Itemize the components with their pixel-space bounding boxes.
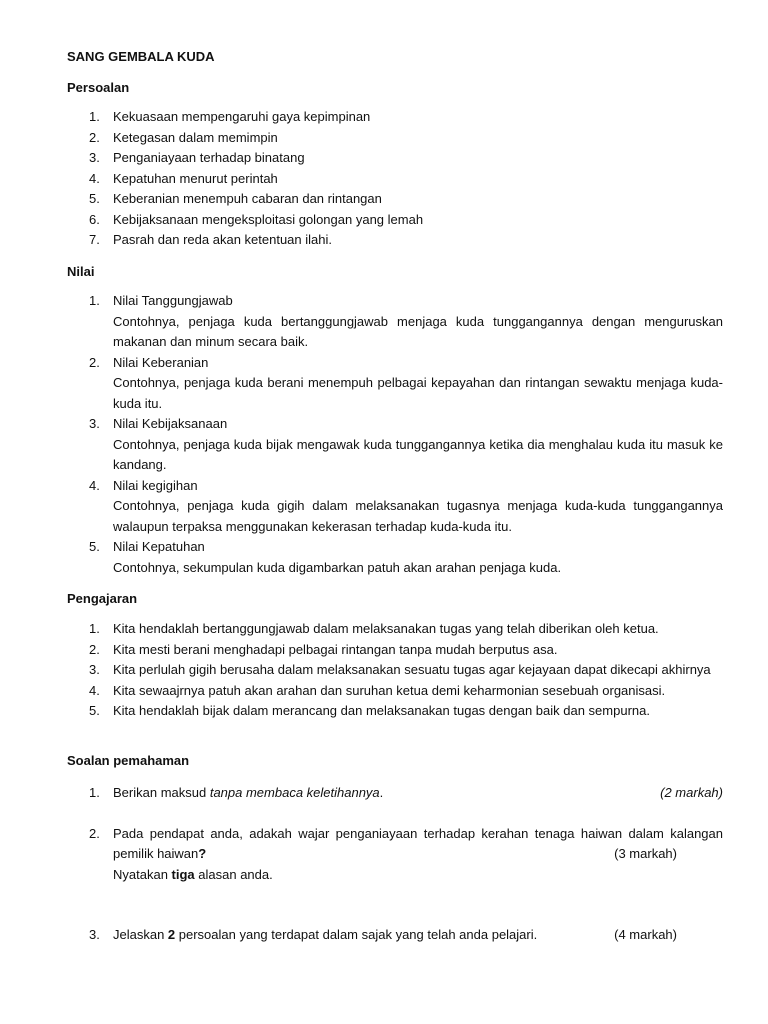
soalan-list	[67, 783, 723, 946]
question-suffix: .	[379, 785, 384, 800]
item-number: 2.	[89, 354, 100, 370]
item-number: 2.	[89, 641, 100, 657]
item-number: 3.	[89, 416, 100, 431]
item-text: Kepatuhan menurut perintah	[113, 170, 278, 186]
question-body: Pada pendapat anda, adakah wajar penganiayaan terhadap kerahan tenaga haiwan dalam kalangan pemilik haiwan	[113, 825, 723, 861]
item-number: 6.	[89, 211, 100, 227]
item-text: Kita sewaajrnya patuh akan arahan dan suruhan ketua demi keharmonian sesebuah organisasi.	[113, 682, 666, 698]
nilai-title: Nilai Keberanian	[113, 354, 209, 370]
nilai-example: Contohnya, penjaga kuda berani menempuh pelbagai kepayahan dan rintangan sewaktu menjaga kuda-kuda itu.	[113, 375, 723, 411]
instruction-suffix: alasan anda.	[194, 866, 273, 882]
item-number: 1.	[89, 621, 100, 636]
pengajaran-list	[67, 619, 723, 722]
marks-label: (4 markah)	[614, 927, 677, 942]
nilai-title: Nilai Kebijaksanaan	[113, 416, 228, 431]
list-item	[67, 148, 723, 169]
heading-pengajaran: Pengajaran	[67, 591, 138, 606]
item-number: 5.	[89, 191, 100, 206]
list-item	[67, 537, 723, 578]
heading-persoalan: Persoalan	[67, 80, 130, 95]
list-item	[67, 681, 723, 702]
item-text: Pasrah dan reda akan ketentuan ilahi.	[113, 232, 332, 247]
item-number: 5.	[89, 539, 100, 554]
nilai-example: Contohnya, sekumpulan kuda digambarkan patuh akan arahan penjaga kuda.	[113, 559, 562, 575]
list-item	[67, 353, 723, 415]
question-suffix: persoalan yang terdapat dalam sajak yang telah anda pelajari.	[175, 927, 538, 942]
marks-label: (3 markah)	[614, 846, 677, 861]
item-number: 5.	[89, 703, 100, 718]
item-number: 3.	[89, 662, 100, 677]
question-3	[67, 925, 723, 946]
list-item	[67, 169, 723, 190]
nilai-example: Contohnya, penjaga kuda bijak mengawak kuda tunggangannya ketika dia menghalau kuda itu masuk ke kandang.	[113, 436, 723, 472]
marks-label: (2 markah)	[660, 785, 723, 800]
question-prefix: Berikan maksud	[113, 785, 210, 800]
question-italic-phrase: tanpa membaca keletihannya	[209, 785, 380, 800]
list-item	[67, 476, 723, 538]
list-item	[67, 128, 723, 149]
list-item	[67, 640, 723, 661]
nilai-title: Nilai Kepatuhan	[113, 539, 205, 554]
list-item	[67, 414, 723, 476]
question-1	[67, 783, 723, 804]
item-number: 4.	[89, 682, 100, 698]
item-number: 3.	[89, 150, 100, 165]
item-text: Kita mesti berani menghadapi pelbagai rintangan tanpa mudah berputus asa.	[113, 641, 558, 657]
question-bold: 2	[167, 927, 176, 942]
list-item	[67, 619, 723, 640]
list-item	[67, 189, 723, 210]
item-number: 2.	[89, 825, 100, 841]
item-number: 1.	[89, 785, 100, 800]
instruction-prefix: Nyatakan	[113, 866, 172, 882]
question-2	[67, 824, 723, 886]
list-item	[67, 107, 723, 128]
nilai-title: Nilai kegigihan	[113, 477, 198, 493]
list-item	[67, 230, 723, 251]
item-text: Keberanian menempuh cabaran dan rintangan	[113, 191, 382, 206]
document-title: SANG GEMBALA KUDA	[67, 49, 215, 64]
item-number: 4.	[89, 477, 100, 493]
item-number: 7.	[89, 232, 100, 247]
item-text: Kekuasaan mempengaruhi gaya kepimpinan	[113, 109, 371, 124]
nilai-example: Contohnya, penjaga kuda bertanggungjawab menjaga kuda tunggangannya dengan menguruskan makanan dan minum secara baik.	[113, 313, 723, 349]
item-text: Kita hendaklah bertanggungjawab dalam melaksanakan tugas yang telah diberikan oleh ketua.	[113, 621, 659, 636]
list-item	[67, 210, 723, 231]
instruction-bold: tiga	[171, 866, 195, 882]
nilai-example: Contohnya, penjaga kuda gigih dalam melaksanakan tugasnya menjaga kuda-kuda tunggangannya walaupun terpaksa menggunakan kekerasan terhadap kuda-kuda itu.	[113, 498, 723, 534]
item-number: 1.	[89, 109, 100, 124]
persoalan-list	[67, 107, 723, 251]
item-number: 4.	[89, 170, 100, 186]
item-text: Ketegasan dalam memimpin	[113, 129, 278, 145]
item-number: 3.	[89, 927, 100, 942]
list-item	[67, 701, 723, 722]
item-number: 1.	[89, 293, 100, 308]
question-mark: ?	[198, 846, 207, 861]
item-text: Penganiayaan terhadap binatang	[113, 150, 305, 165]
list-item	[67, 291, 723, 353]
list-item	[67, 660, 723, 681]
item-text: Kita hendaklah bijak dalam merancang dan melaksanakan tugas dengan baik dan sempurna.	[113, 703, 650, 718]
nilai-list	[67, 291, 723, 578]
item-text: Kita perlulah gigih berusaha dalam melaksanakan sesuatu tugas agar kejayaan dapat dikecapi akhirnya	[113, 662, 711, 677]
heading-soalan-pemahaman: Soalan pemahaman	[67, 753, 190, 768]
question-text	[113, 824, 723, 865]
question-instruction	[113, 865, 723, 886]
item-text: Kebijaksanaan mengeksploitasi golongan yang lemah	[113, 211, 424, 227]
item-number: 2.	[89, 129, 100, 145]
question-prefix: Jelaskan	[113, 927, 168, 942]
nilai-title: Nilai Tanggungjawab	[113, 293, 233, 308]
heading-nilai: Nilai	[67, 264, 95, 279]
